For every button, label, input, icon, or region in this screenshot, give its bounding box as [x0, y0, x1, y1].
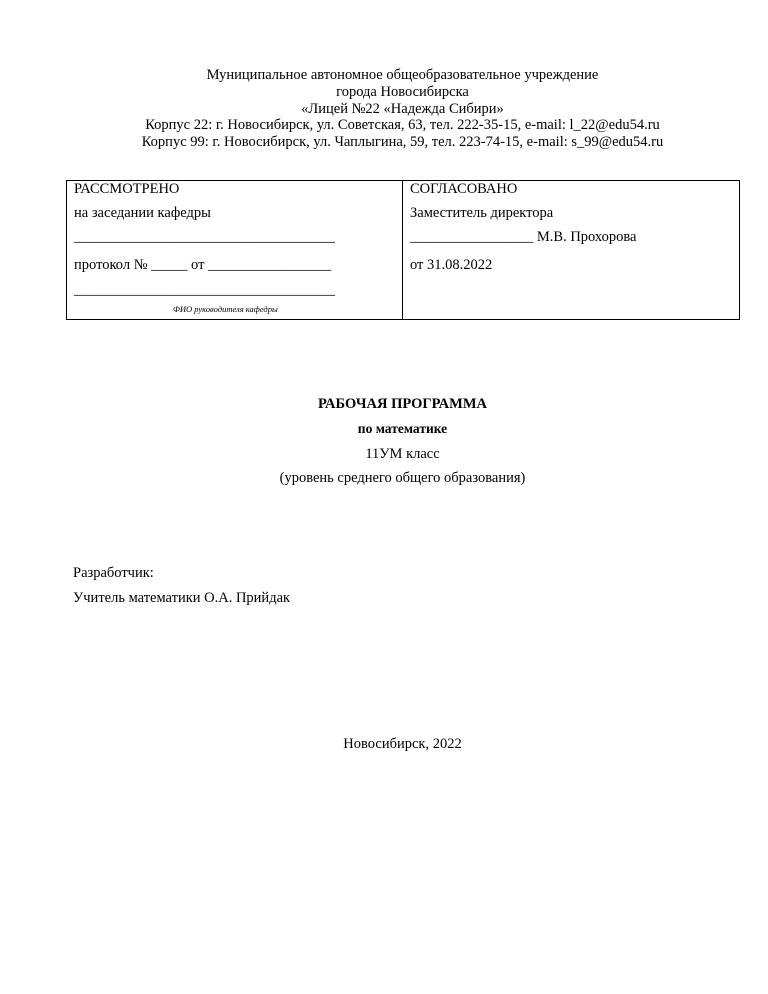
table-divider — [402, 181, 403, 319]
header-line-institution: Муниципальное автономное общеобразовательное учреждение — [206, 67, 599, 83]
developer-name: Учитель математики О.А. Прийдак — [73, 590, 291, 606]
footer-city-year: Новосибирск, 2022 — [343, 736, 462, 752]
program-title: РАБОЧАЯ ПРОГРАММА — [318, 396, 487, 412]
program-grade: 11УМ класс — [365, 446, 440, 462]
header-line-school-name: «Лицей №22 «Надежда Сибири» — [301, 100, 504, 117]
reviewed-blank-line: ____________________________________ — [74, 229, 335, 245]
agreed-position-line: Заместитель директора — [410, 205, 554, 221]
header-line-building-22: Корпус 22: г. Новосибирск, ул. Советская, 63, тел. 222-35-15, e-mail: l_22@edu54.ru — [145, 117, 660, 134]
reviewed-heading: РАССМОТРЕНО — [74, 181, 180, 197]
developer-label: Разработчик: — [73, 565, 154, 581]
school-header — [0, 67, 768, 151]
header-line-city: города Новосибирска — [336, 83, 469, 100]
approval-table — [66, 180, 740, 320]
agreed-signature-line: _________________ М.В. Прохорова — [410, 229, 637, 245]
program-subject: по математике — [357, 421, 448, 436]
agreed-heading: СОГЛАСОВАНО — [410, 181, 518, 197]
reviewed-caption: ФИО руководителя кафедры — [173, 304, 278, 314]
program-level: (уровень среднего общего образования) — [279, 470, 526, 486]
reviewed-meeting-line: на заседании кафедры — [74, 205, 211, 221]
header-line-building-99: Корпус 99: г. Новосибирск, ул. Чаплыгина, 59, тел. 223-74-15, e-mail: s_99@edu54.ru — [141, 134, 664, 151]
reviewed-signature-line: ____________________________________ — [74, 282, 335, 298]
agreed-date-line: от 31.08.2022 — [410, 257, 493, 273]
reviewed-protocol-line: протокол № _____ от _________________ — [74, 257, 332, 273]
